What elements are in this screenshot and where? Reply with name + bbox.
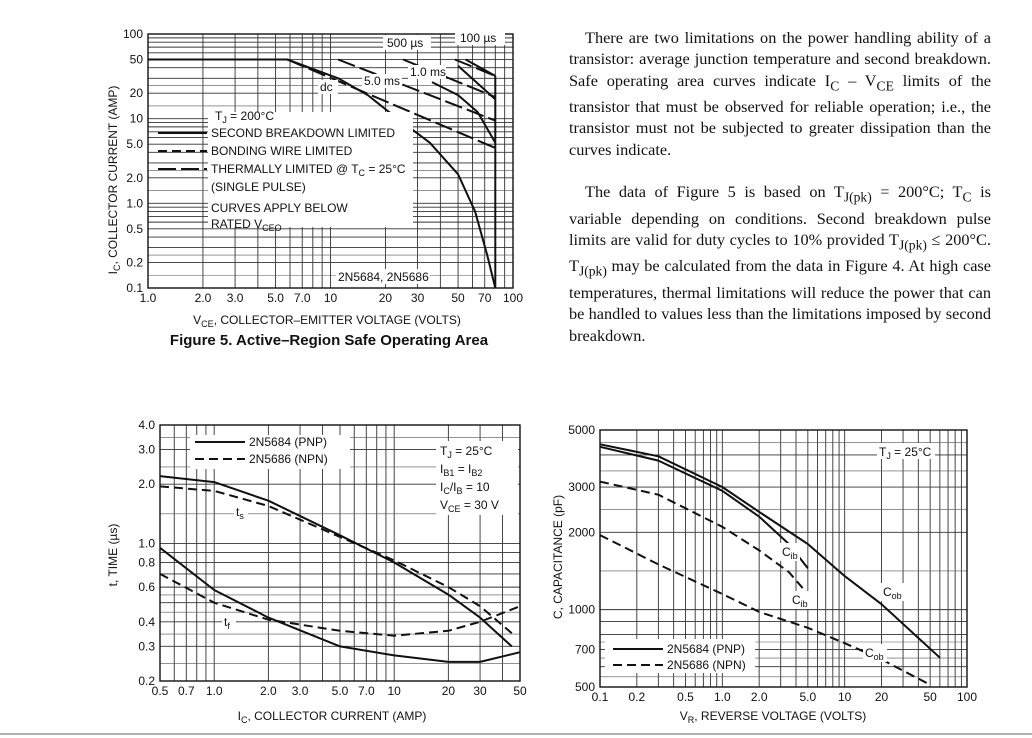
switching-time-x-axis-title: $I_C$, COLLECTOR CURRENT (AMP) [237, 709, 427, 725]
figure5-x-tick-label: 10 [323, 291, 338, 305]
capacitance-y-axis-title: C, CAPACITANCE (pF) [551, 494, 565, 620]
figure5-x-tick-label: 1.0 [139, 291, 157, 305]
figure5-y-tick-label: 50 [129, 52, 143, 67]
switching-time-x-tick-label: 5.0 [331, 684, 349, 698]
switching-time-y-tick-label: 3.0 [138, 442, 155, 457]
capacitance-y-tick-label: 1000 [568, 602, 595, 617]
page-bottom-rule [0, 733, 1032, 735]
capacitance-label-cob-npn: $C_{ob}$ [865, 646, 884, 662]
figure5-y-tick-label: 5.0 [126, 137, 143, 152]
capacitance-x-tick-label: 2.0 [750, 690, 768, 704]
switching-time-y-tick-label: 0.6 [138, 580, 155, 595]
figure5-x-tick-label: 3.0 [226, 291, 244, 305]
switching-time-legend-pnp: 2N5684 (PNP) [249, 435, 328, 449]
switching-time-legend-npn: 2N5686 (NPN) [249, 452, 328, 466]
switching-time-label-tf: $t_f$ [224, 615, 230, 631]
switching-time-x-tick-label: 3.0 [291, 684, 309, 698]
figure5-label-100us: 100 µs [460, 31, 497, 45]
figure5-x-tick-label: 2.0 [194, 291, 212, 305]
capacitance-chart [545, 415, 985, 730]
figure5-x-tick-label: 20 [378, 291, 393, 305]
capacitance-x-tick-label: 50 [923, 690, 937, 704]
switching-time-y-tick-label: 0.2 [138, 674, 155, 688]
capacitance-curve-cob-solid [600, 444, 940, 657]
paragraph-1: There are two limitations on the power handling ability of a transistor: average junction temperature and second breakdown. Safe operating area curves indicate $I_C - V_{CE}$ limits of the transistor that must be observed for reliable operation; i.e., the transistor must not be subjected to greater dissipation than the curves indicate. [569, 28, 991, 159]
capacitance-y-tick-label: 2000 [568, 525, 595, 540]
switching-time-label-ts: $t_s$ [236, 505, 244, 521]
figure5-legend-thermal: THERMALLY LIMITED @ $T_C = 25^\circ C$ [211, 162, 406, 178]
capacitance-x-tick-label: 5.0 [799, 690, 817, 704]
figure5-label-1ms: 1.0 ms [410, 65, 447, 79]
figure5-chart [100, 20, 540, 360]
switching-time-x-tick-label: 0.7 [177, 684, 195, 698]
figure5-y-tick-label: 2.0 [126, 170, 143, 185]
figure5-legend-curves-apply: CURVES APPLY BELOW [211, 201, 348, 215]
capacitance-y-tick-label: 3000 [568, 480, 595, 495]
figure5-x-tick-label: 70 [478, 291, 492, 305]
switching-time-x-tick-label: 20 [441, 684, 456, 698]
capacitance-y-tick-label: 5000 [568, 423, 595, 437]
capacitance-x-axis-title: $V_R$, REVERSE VOLTAGE (VOLTS) [679, 709, 867, 725]
figure5-y-tick-label: 1.0 [126, 196, 143, 211]
figure5-label-devices: 2N5684, 2N5686 [338, 270, 429, 284]
switching-time-y-tick-label: 2.0 [138, 477, 155, 492]
figure5-x-tick-label: 30 [410, 291, 425, 305]
capacitance-x-tick-label: 100 [956, 690, 978, 704]
switching-time-x-tick-label: 10 [387, 684, 401, 698]
capacitance-label-cib-pnp: $C_{ib}$ [782, 545, 798, 561]
capacitance-x-tick-label: 1.0 [713, 690, 731, 704]
paragraph-2: The data of Figure 5 is based on $T_{J(pk)} = 200^\circ C$; $T_C$ is variable depending on conditions. Second breakdown pulse limits are valid for duty cycles to 10% provided $T_{J(pk)} \le 200^\circ C$. $T_{J(pk)}$ may be calculated from the data in Figure 4. At high case temperatures, thermal limitations will reduce the power that can be handled to values less than the limitations imposed by second breakdown. [569, 182, 991, 345]
body-text [569, 27, 991, 346]
switching-time-y-tick-label: 0.3 [138, 639, 155, 654]
capacitance-x-tick-label: 20 [874, 690, 889, 704]
switching-time-cond-tj: $T_J = 25^\circ C$ [440, 444, 493, 460]
capacitance-x-tick-label: 0.2 [628, 690, 646, 704]
switching-time-x-tick-label: 50 [513, 684, 527, 698]
figure5-label-500us: 500 µs [387, 36, 424, 50]
figure5-y-tick-label: 0.1 [126, 281, 143, 295]
capacitance-curve-cib-dashed [600, 482, 808, 594]
capacitance-x-tick-label: 0.1 [591, 690, 609, 704]
figure5-y-tick-label: 100 [122, 27, 143, 41]
capacitance-y-tick-label: 700 [574, 642, 595, 657]
figure5-curve-solid [458, 66, 495, 99]
figure5-label-5ms: 5.0 ms [364, 74, 401, 88]
figure5-x-axis-title: $V_{CE}$, COLLECTOR–EMITTER VOLTAGE (VOLTS) [193, 313, 461, 329]
capacitance-label-cib-npn: $C_{ib}$ [792, 593, 808, 609]
switching-time-y-axis-title: t, TIME (µs) [106, 523, 120, 587]
figure5-y-tick-label: 0.5 [126, 221, 143, 236]
switching-time-y-tick-label: 1.0 [138, 536, 155, 551]
capacitance-x-tick-label: 10 [837, 690, 852, 704]
figure5-label-dc: dc [320, 80, 333, 94]
figure5-y-tick-label: 10 [129, 111, 143, 126]
figure5-y-tick-label: 20 [129, 86, 143, 101]
figure5-x-tick-label: 5.0 [267, 291, 284, 305]
switching-time-x-tick-label: 7.0 [357, 684, 375, 698]
switching-time-cond-vce: $V_{CE} = 30$ V [440, 498, 499, 514]
figure5-x-tick-label: 7.0 [293, 291, 311, 305]
figure5-y-tick-label: 0.2 [126, 255, 143, 270]
figure5-legend-second-breakdown: SECOND BREAKDOWN LIMITED [211, 126, 396, 140]
capacitance-cond-tj: $T_J = 25^\circ C$ [879, 445, 932, 461]
capacitance-x-tick-label: 0.5 [677, 690, 694, 704]
capacitance-y-tick-label: 500 [574, 680, 595, 694]
capacitance-legend-pnp: 2N5684 (PNP) [667, 642, 746, 656]
figure5-legend-bonding-wire: BONDING WIRE LIMITED [211, 144, 353, 158]
switching-time-cond-ib: $I_{B1} = I_{B2}$ [440, 462, 483, 478]
figure5-caption: Figure 5. Active–Region Safe Operating Area [169, 332, 489, 349]
capacitance-legend-npn: 2N5686 (NPN) [667, 658, 746, 672]
switching-time-x-tick-label: 0.5 [151, 684, 169, 698]
switching-time-x-tick-label: 30 [473, 684, 487, 698]
figure5-y-axis-title: $I_C$, COLLECTOR CURRENT (AMP) [106, 85, 122, 275]
switching-time-y-tick-label: 0.8 [138, 555, 155, 570]
figure5-x-tick-label: 50 [451, 291, 465, 305]
figure5-legend-rated-vceo: RATED $V_{CEO}$ [211, 217, 282, 233]
switching-time-y-tick-label: 4.0 [138, 418, 155, 432]
figure5-legend-single-pulse: (SINGLE PULSE) [211, 180, 306, 194]
switching-time-y-tick-label: 0.4 [138, 614, 155, 629]
figure5-x-tick-label: 100 [502, 291, 524, 305]
switching-time-cond-icib: $I_C/I_B = 10$ [440, 480, 490, 496]
figure5-legend-tj: $T_J = 200^\circ C$ [215, 109, 275, 125]
capacitance-label-cob-pnp: $C_{ob}$ [883, 585, 902, 601]
switching-time-x-tick-label: 1.0 [205, 684, 223, 698]
switching-time-chart [100, 415, 540, 730]
switching-time-x-tick-label: 2.0 [260, 684, 277, 698]
